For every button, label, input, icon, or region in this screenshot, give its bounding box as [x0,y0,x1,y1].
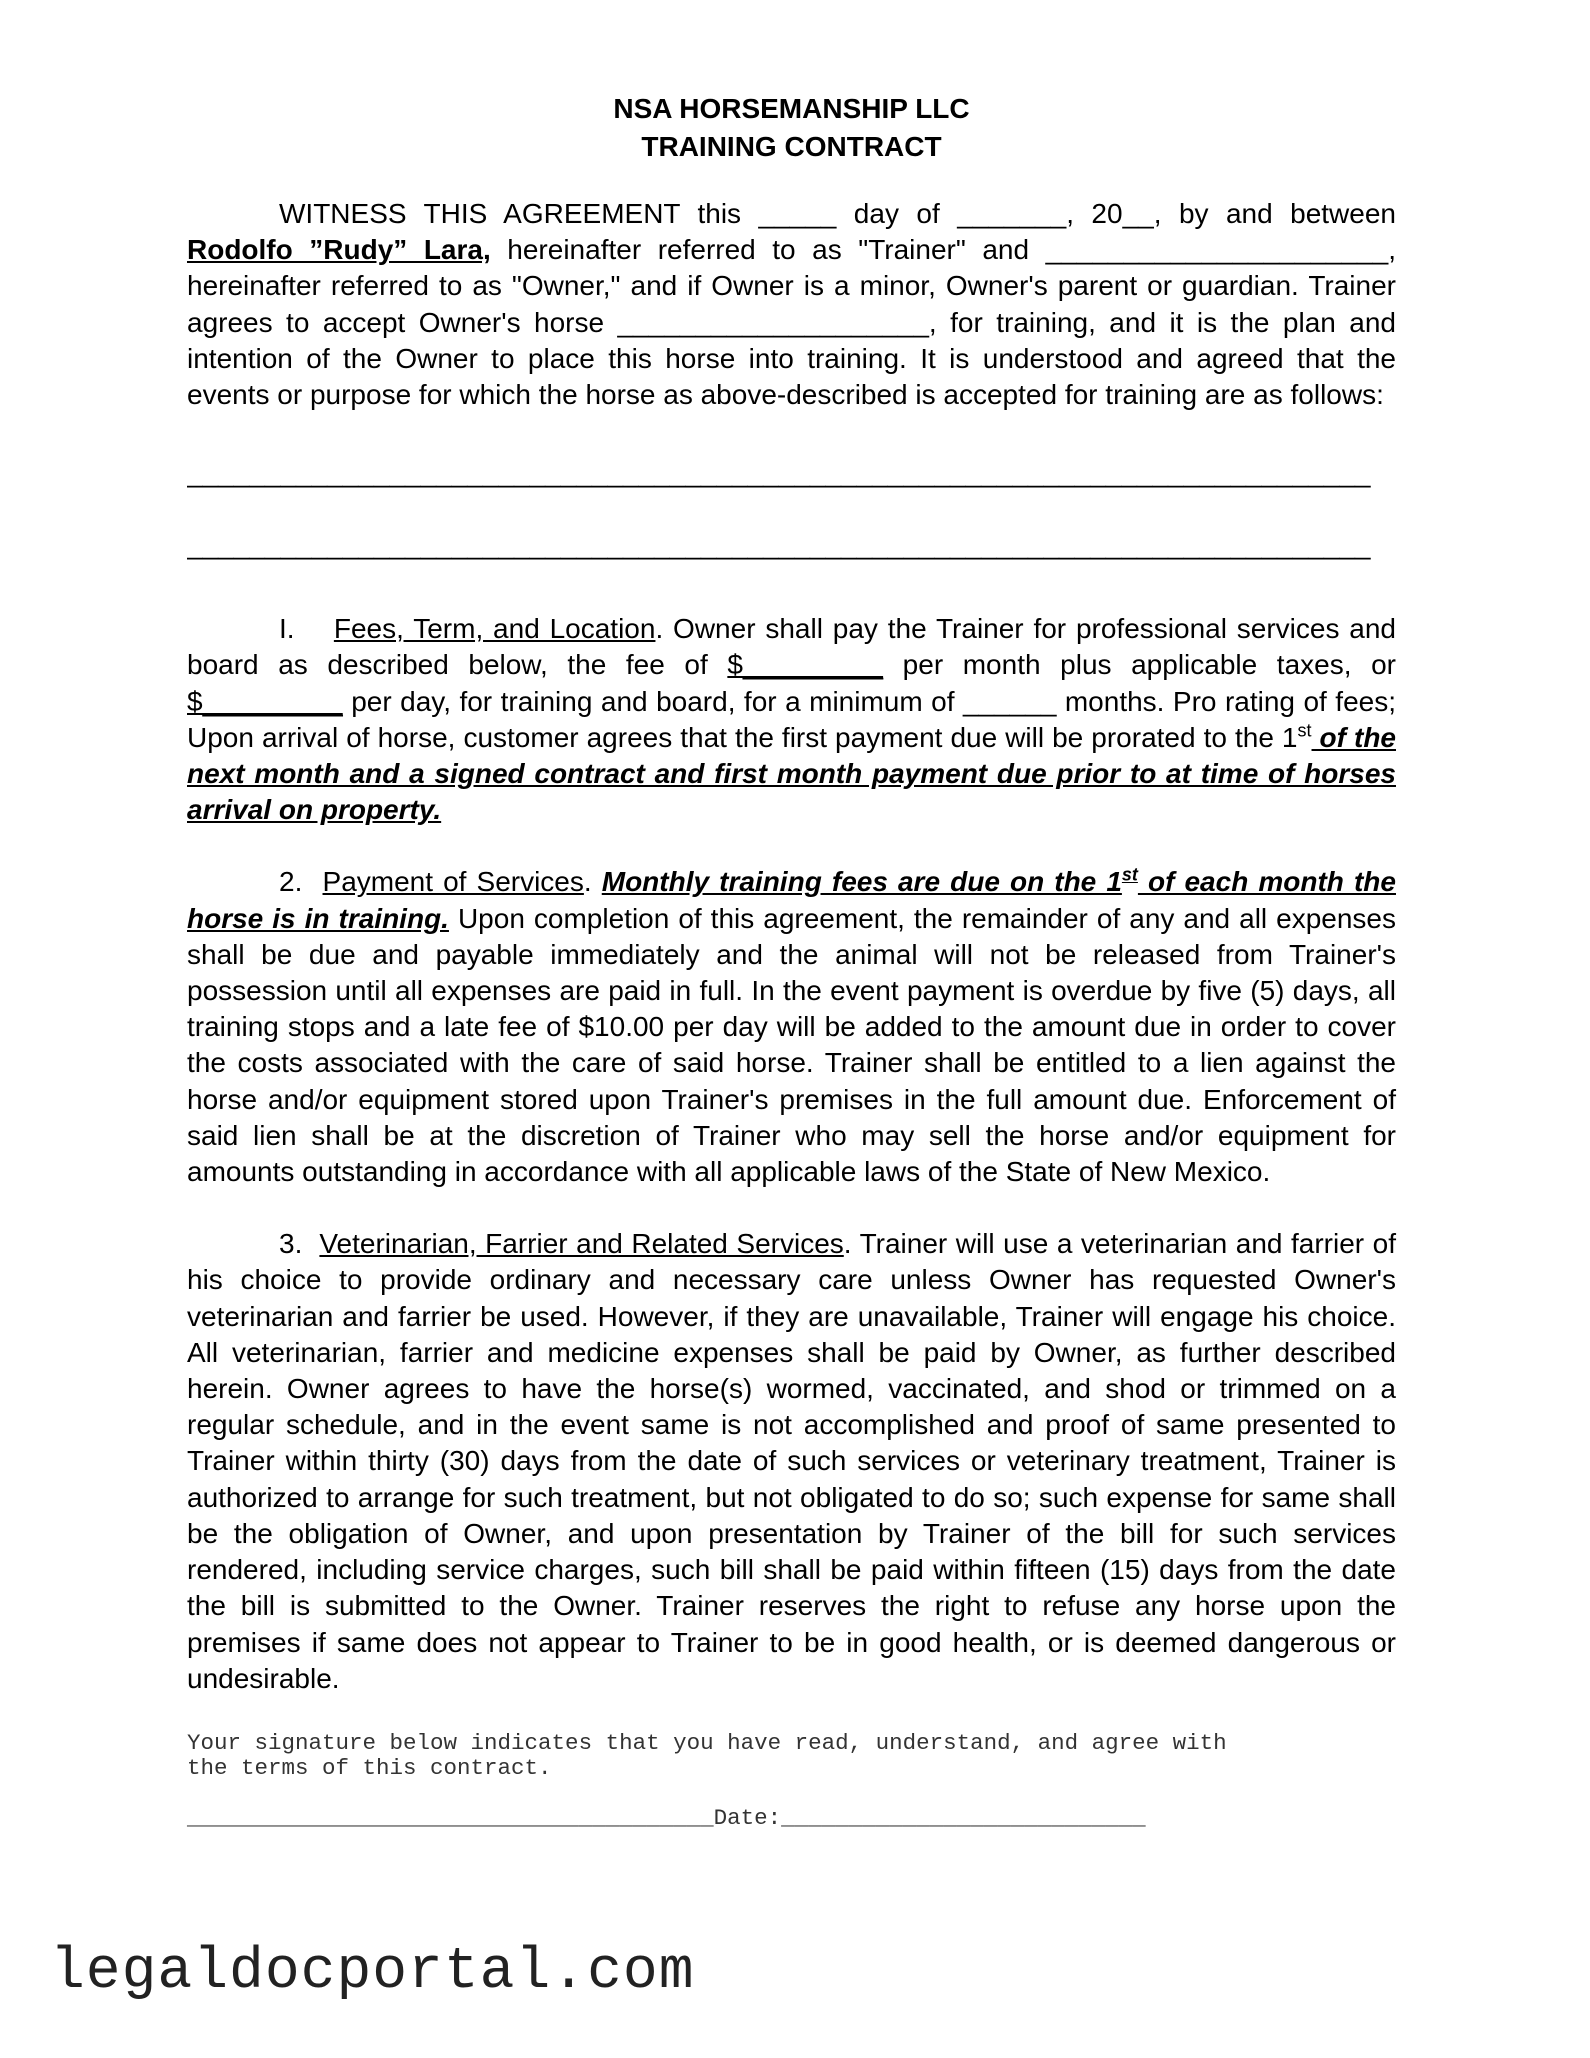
section-1-superscript: st [1297,720,1312,741]
section-2-payment [187,864,1396,1190]
signature-date-line[interactable]: _______________________________________Date:___________________________ [187,1804,1146,1831]
company-name: NSA HORSEMANSHIP LLC [613,93,970,124]
section-3-number: 3. [279,1228,303,1260]
contract-page [187,90,1396,1831]
section-1-text-4: of the next month and a s [187,721,1396,790]
intro-text-2: hereinafter referred to as "Trainer" and ______________________, hereinafter referred to as "Owner," and if Owner is a minor, Owner's parent or guardian. Trainer agrees to accept Owner's horse ____________________, for training, and it is the plan and intention of the Owner to place this horse into training. It is understood and agreed that the events or purpose for which the horse as above-described is accepted for training are as follows: [187,234,1396,411]
monthly-fee-blank[interactable]: $_________ [727,649,884,681]
section-1-text-1: . Owner shall pay the Trainer for professional services and board as described below, the fee of [187,613,1396,681]
section-2-superscript: st [1121,865,1138,886]
section-2-text-1: . [583,866,602,898]
signature-notice: Your signature below indicates that you have read, understand, and agree with the terms of this contract. [187,1729,1227,1781]
trainer-name: Rodolfo ”Rudy” Lara, [187,234,491,266]
section-1-number: I. [279,613,295,645]
section-2-emphasis-a: Monthly training fees are due on the 1 [601,866,1122,898]
section-1-heading: Fees, Term, and Location [333,613,656,645]
intro-paragraph [187,196,1396,413]
section-1-fees [187,611,1396,828]
section-2-number: 2. [279,866,303,898]
section-3-text: . Trainer will use a veterinarian and farrier of his choice to provide ordinary and necessary care unless Owner has requested Owner's veterinarian and farrier be used. However, if they are unavailable, Trainer will engage his choice. All veterinarian, farrier and medicine expenses shall be paid by Owner, as further described herein. Owner agrees to have the horse(s) wormed, vaccinated, and shod or trimmed on a regular schedule, and in the event same is not accomplished and proof of same presented to Trainer within thirty (30) days from the date of such services or veterinary treatment, Trainer is authorized to arrange for such treatment, but not obligated to do so; such expense for same shall be the obligation of Owner, and upon presentation by Trainer of the bill for such services rendered, including service charges, such bill shall be paid within fifteen (15) days from the date the bill is submitted to the Owner. Trainer reserves the right to refuse any horse upon the premises if same does not appear to Trainer to be in good health, or is deemed dangerous or undesirable. [187,1228,1397,1694]
watermark-logo: legaldocportal.com [50,1940,695,2005]
section-1-emphasis: igned contract and first month payment due prior to at time of horses arrival on property. [187,758,1396,826]
section-1-text-3: per day, for training and board, for a minimum of ______ months. Pro rating of fees; Upon arrival of horse, customer agrees that the first payment due will be prorated to the 1 [187,685,1396,753]
purpose-blank-line-1[interactable]: ____________________________________________________________________________ [187,457,1371,489]
title-block [187,90,1396,166]
daily-fee-blank[interactable]: $_________ [187,685,343,717]
section-2-text-2: Upon completion of this agreement, the remainder of any and all expenses shall be due and payable immediately and the animal will not be released from Trainer's possession until all expenses are paid in full. In the event payment is overdue by five (5) days, all training stops and a late fee of $10.00 per day will be added to the amount due in order to cover the costs associated with the care of said horse. Trainer shall be entitled to a lien against the horse and/or equipment stored upon Trainer's premises in the full amount due. Enforcement of said lien shall be at the discretion of Trainer who may sell the horse and/or equipment for amounts outstanding in accordance with all applicable laws of the State of New Mexico. [187,902,1397,1188]
section-1-text-2: per month plus applicable taxes, or [883,649,1396,681]
intro-text-1: WITNESS THIS AGREEMENT this _____ day of _______, 20__, by and between [279,198,1396,229]
purpose-blank-line-2[interactable]: ____________________________________________________________________________ [187,529,1371,561]
section-2-emphasis-b: of each month the horse is in training. [187,866,1396,934]
document-title: TRAINING CONTRACT [641,131,942,162]
section-3-heading: Veterinarian, Farrier and Related Services [319,1228,844,1260]
section-3-veterinarian [187,1226,1396,1697]
section-2-heading: Payment of Services [322,866,584,898]
